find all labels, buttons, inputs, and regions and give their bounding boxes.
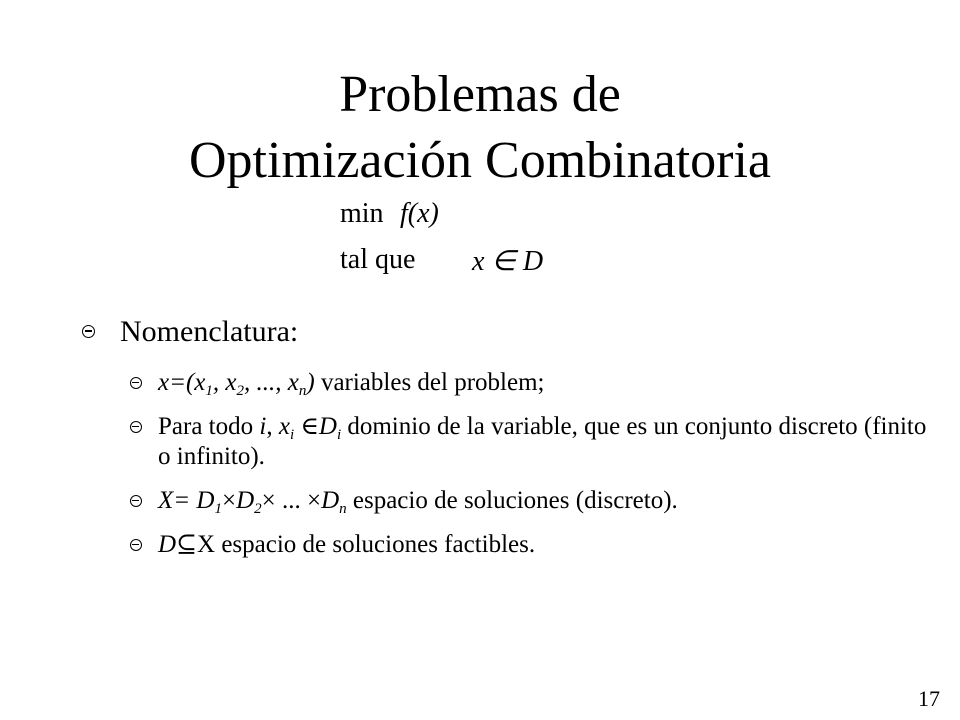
- sub-bullet-solution-space: $X= D_1\times D_2\times$ ... $\times D_n$ espacio de soluciones (discreto).: [130, 486, 938, 516]
- formula-row-constraint: [340, 244, 544, 277]
- circle-minus-bullet-icon: [82, 325, 95, 338]
- circle-minus-bullet-icon: [130, 421, 142, 433]
- such-that-keyword: tal que: [340, 244, 416, 275]
- sub-bullet-feasible-space: D⊆X espacio de soluciones factibles.: [130, 530, 938, 560]
- circle-minus-bullet-icon: [130, 495, 142, 507]
- title-line-1: Problemas de: [339, 66, 621, 123]
- bullet-nomenclatura: [80, 312, 940, 352]
- title-line-2: Optimización Combinatoria: [189, 132, 771, 189]
- circle-minus-bullet-icon: [130, 377, 142, 389]
- sub-bullet-list: [130, 368, 940, 560]
- var-vector: $x=(x_1$, $x_2$, ..., $x_n$): [158, 369, 315, 399]
- sub-bullet-text: X espacio de soluciones factibles.: [197, 531, 536, 558]
- sub-bullet-text: dominio de la variable, que es un conjunto discreto (finito o infinito).: [158, 413, 927, 470]
- min-keyword: min: [340, 198, 384, 229]
- page-number: 17: [918, 686, 940, 711]
- circle-minus-bullet-icon: [130, 539, 142, 551]
- sub-bullet-variables: [130, 368, 938, 398]
- slide-title: [0, 62, 960, 194]
- constraint-expression: x ∈ D: [472, 246, 544, 277]
- formula-row-objective: [340, 198, 439, 230]
- bullet-list: [80, 312, 940, 574]
- objective-function: f(x): [400, 198, 439, 229]
- sub-bullet-domain: Para todo i, $x_i$ $\in D_i$ dominio de la variable, que es un conjunto discreto (finito o infinito).: [130, 412, 938, 472]
- bullet-main-label: Nomenclatura:: [120, 315, 299, 348]
- sub-bullet-text: espacio de soluciones (discreto).: [346, 487, 678, 514]
- sub-bullet-text: variables del problem;: [314, 369, 545, 396]
